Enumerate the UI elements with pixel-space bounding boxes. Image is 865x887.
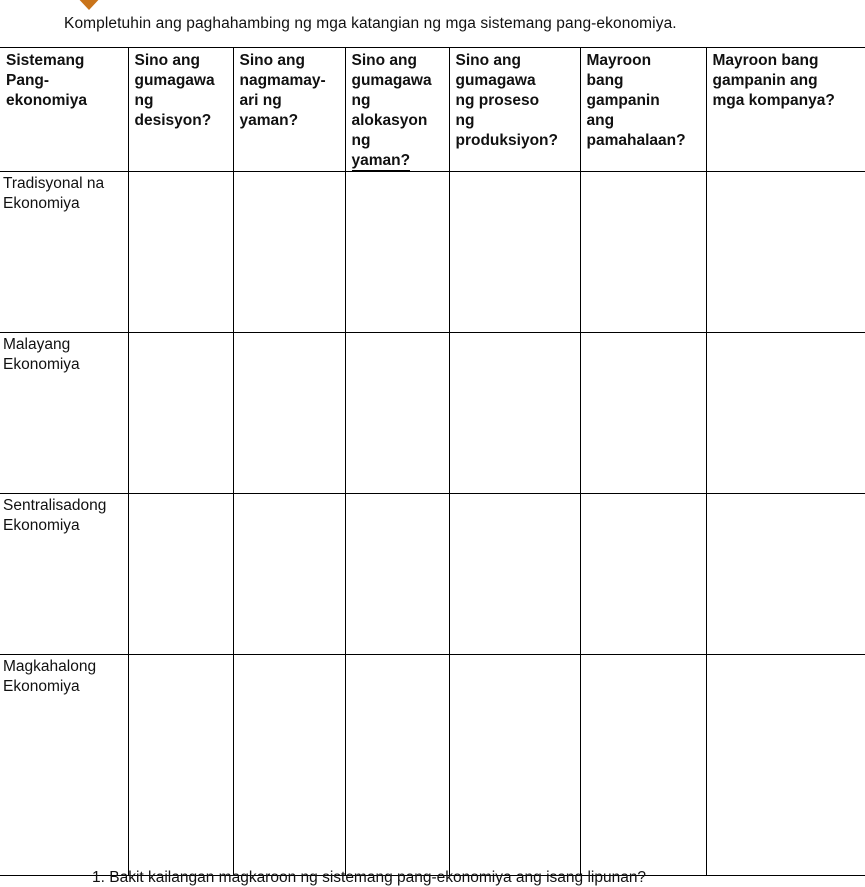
instruction-text: Kompletuhin ang paghahambing ng mga katangian ng mga sistemang pang-ekonomiya.: [64, 15, 677, 32]
answer-cell[interactable]: [706, 333, 865, 494]
answer-cell[interactable]: [449, 333, 580, 494]
answer-cell[interactable]: [449, 494, 580, 655]
table-row: [0, 494, 865, 655]
table-header-row: [0, 48, 865, 172]
answer-cell[interactable]: [580, 655, 706, 876]
header-gumagawa-desisyon: Sino ang gumagawa ng desisyon?: [128, 48, 233, 172]
header-alokasyon: Sino ang gumagawa ng alokasyon ng yaman?: [345, 48, 449, 172]
answer-cell[interactable]: [580, 494, 706, 655]
header-gampanin-kompanya: Mayroon bang gampanin ang mga kompanya?: [706, 48, 865, 172]
answer-cell[interactable]: [345, 655, 449, 876]
answer-cell[interactable]: [345, 172, 449, 333]
answer-cell[interactable]: [128, 655, 233, 876]
row-label-malayang: Malayang Ekonomiya: [0, 333, 128, 494]
row-label-sentralisado: Sentralisadong Ekonomiya: [0, 494, 128, 655]
answer-cell[interactable]: [580, 172, 706, 333]
answer-cell[interactable]: [449, 172, 580, 333]
question-text: 1. Bakit kailangan magkaroon ng sistemang pang-ekonomiya ang isang lipunan?: [92, 869, 647, 886]
comparison-table: [0, 47, 865, 876]
answer-cell[interactable]: [580, 333, 706, 494]
answer-cell[interactable]: [233, 333, 345, 494]
answer-cell[interactable]: [345, 333, 449, 494]
table-row: [0, 333, 865, 494]
answer-cell[interactable]: [233, 172, 345, 333]
header-proseso-produksiyon: Sino ang gumagawa ng proseso ng produksiyon?: [449, 48, 580, 172]
answer-cell[interactable]: [345, 494, 449, 655]
table-row: [0, 172, 865, 333]
table-row: [0, 655, 865, 876]
answer-cell[interactable]: [233, 494, 345, 655]
answer-cell[interactable]: [233, 655, 345, 876]
answer-cell[interactable]: [128, 494, 233, 655]
answer-cell[interactable]: [706, 655, 865, 876]
answer-cell[interactable]: [128, 333, 233, 494]
header-sistemang-pang-ekonomiya: Sistemang Pang- ekonomiya: [0, 48, 128, 172]
diamond-badge-icon: [74, 0, 104, 10]
answer-cell[interactable]: [706, 494, 865, 655]
answer-cell[interactable]: [449, 655, 580, 876]
row-label-magkahalo: Magkahalong Ekonomiya: [0, 655, 128, 876]
header-gampanin-pamahalaan: Mayroon bang gampanin ang pamahalaan?: [580, 48, 706, 172]
answer-cell[interactable]: [706, 172, 865, 333]
answer-cell[interactable]: [128, 172, 233, 333]
header-nagmamay-ari: Sino ang nagmamay- ari ng yaman?: [233, 48, 345, 172]
row-label-tradisyonal: Tradisyonal na Ekonomiya: [0, 172, 128, 333]
